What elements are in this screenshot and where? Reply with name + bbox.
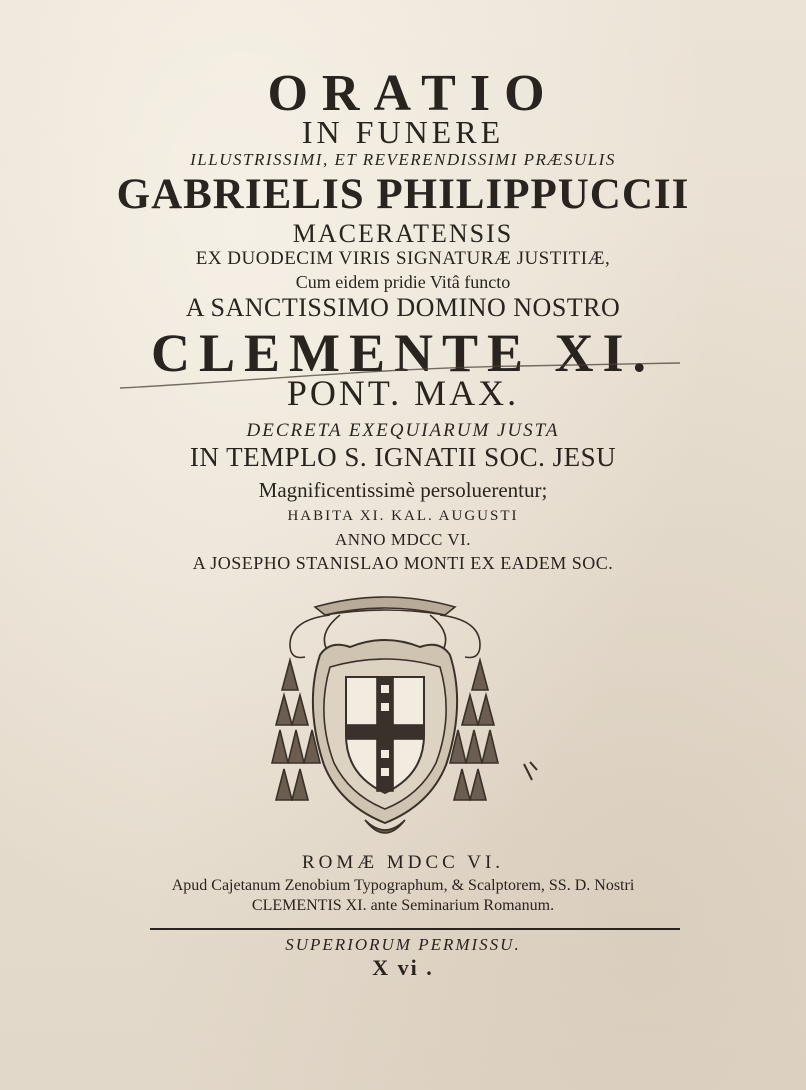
title-illustrissimi: ILLUSTRISSIMI, ET REVERENDISSIMI PRÆSULIS — [190, 150, 616, 169]
decreta-line: DECRETA EXEQUIARUM JUSTA — [246, 420, 560, 441]
cardinal-coat-of-arms-icon — [270, 585, 500, 840]
subject-origin: MACERATENSIS — [292, 219, 514, 248]
habita-line: HABITA XI. KAL. AUGUSTI — [287, 508, 519, 524]
anno-line: ANNO MDCC VI. — [334, 530, 472, 549]
title-in-funere: IN FUNERE — [301, 114, 505, 150]
cum-eidem-line: Cum eidem pridie Vitâ functo — [295, 272, 511, 292]
pont-max: PONT. MAX. — [286, 373, 520, 413]
permission-line: SUPERIORUM PERMISSU. — [285, 935, 521, 954]
imprint-place-date: ROMÆ MDCC VI. — [301, 852, 505, 873]
templo-line: IN TEMPLO S. IGNATII SOC. JESU — [189, 442, 617, 472]
ink-mark-icon — [520, 760, 542, 784]
subject-name: GABRIELIS PHILIPPUCCII — [116, 171, 690, 218]
imprint-location: CLEMENTIS XI. ante Seminarium Romanum. — [251, 897, 555, 914]
divider-rule — [150, 928, 680, 930]
handwritten-note: X vi . — [372, 955, 434, 980]
imprint-printer: Apud Cajetanum Zenobium Typographum, & Scalptorem, SS. D. Nostri — [171, 877, 635, 894]
title-oratio: ORATIO — [267, 65, 559, 122]
author-line: A JOSEPHO STANISLAO MONTI EX EADEM SOC. — [192, 553, 614, 573]
pope-name: CLEMENTE XI. — [150, 323, 656, 383]
sanctissimo-line: A SANCTISSIMO DOMINO NOSTRO — [185, 293, 621, 322]
magnificentissime-line: Magnificentissimè persoluerentur; — [258, 478, 548, 502]
subject-office: EX DUODECIM VIRIS SIGNATURÆ JUSTITIÆ, — [195, 248, 611, 269]
